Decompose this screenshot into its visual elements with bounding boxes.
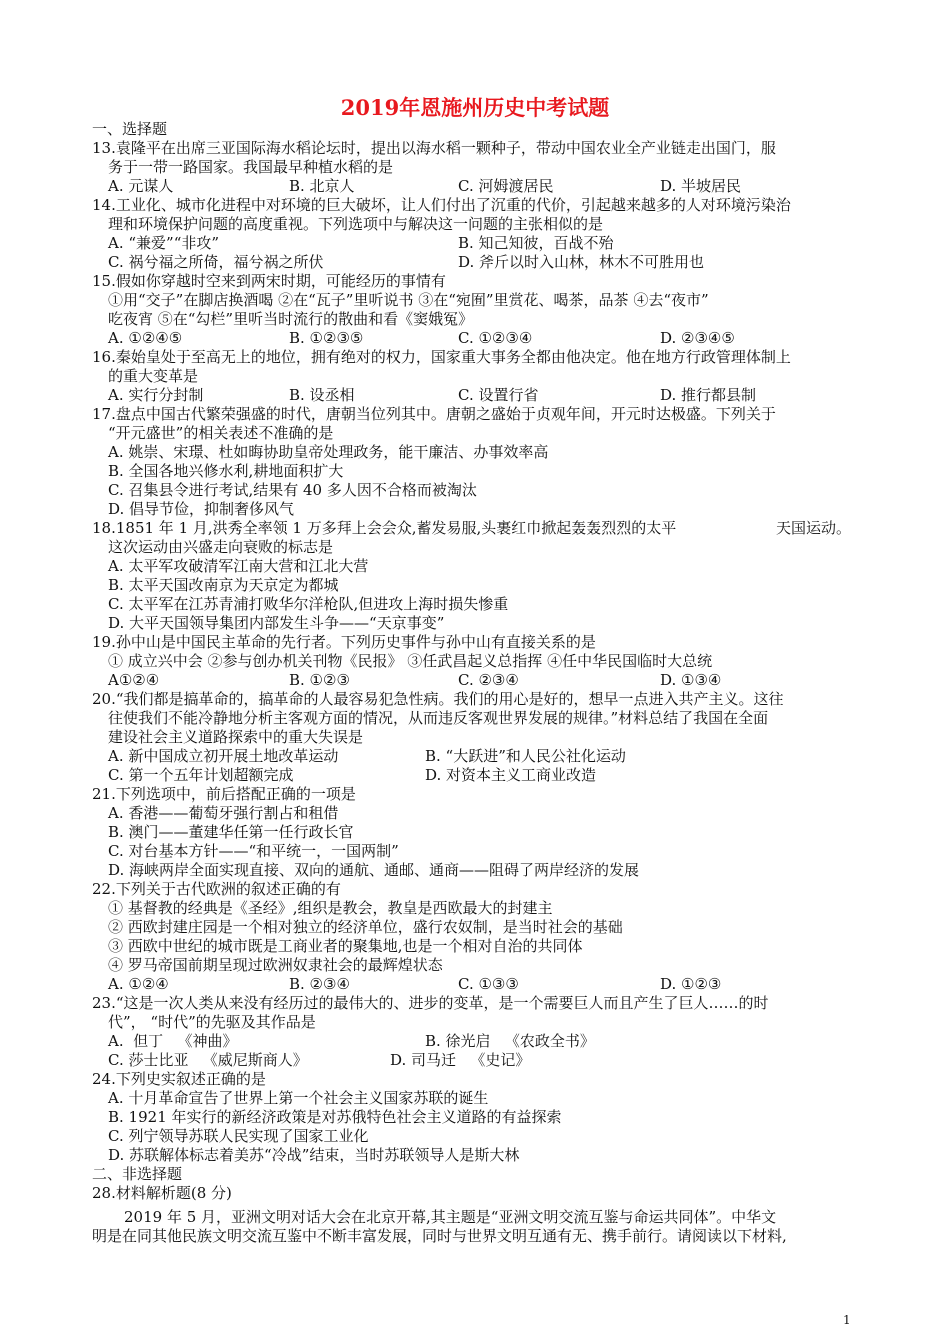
question-23-option-d: D. 司马迁 《史记》: [390, 1051, 531, 1069]
question-13-line-2: 务于一带一路国家。我国最早种植水稻的是: [108, 158, 394, 176]
question-23-option-a: A. 但丁 《神曲》: [108, 1032, 238, 1050]
question-17-line-2: “开元盛世”的相关表述不准确的是: [108, 424, 334, 442]
question-19-line-1: 19.孙中山是中国民主革命的先行者。下列历史事件与孙中山有直接关系的是: [92, 633, 596, 651]
question-21-option-a: A. 香港——葡萄牙强行割占和租借: [108, 804, 339, 822]
question-23-line-1: 23.“这是一次人类从来没有经历过的最伟大的、进步的变革，是一个需要巨人而且产生了巨人……的时: [92, 994, 769, 1012]
question-24-option-b: B. 1921 年实行的新经济政策是对苏俄特色社会主义道路的有益探索: [108, 1108, 562, 1126]
question-22-option-b: B. ②③④: [289, 975, 350, 993]
question-18-line-1: 18.1851 年 1 月,洪秀全率领 1 万多拜上会会众,蓄发易服,头裹红巾掀起轰轰烈烈的太平: [92, 519, 677, 537]
question-19-line-2: ① 成立兴中会 ②参与创办机关刊物《民报》 ③任武昌起义总指挥 ④任中华民国临时大总统: [108, 652, 713, 670]
question-17-option-c: C. 召集县令进行考试,结果有 40 多人因不合格而被淘汰: [108, 481, 477, 499]
question-22-option-d: D. ①②③: [660, 975, 722, 993]
question-22-item-2: ② 西欧封建庄园是一个相对独立的经济单位，盛行农奴制，是当时社会的基础: [108, 918, 623, 936]
question-18-option-d: D. 大平天国领导集团内部发生斗争——“天京事变”: [108, 614, 445, 632]
question-24-option-a: A. 十月革命宣告了世界上第一个社会主义国家苏联的诞生: [108, 1089, 489, 1107]
question-13-option-d: D. 半坡居民: [660, 177, 742, 195]
question-14-option-c: C. 祸兮福之所倚，福兮祸之所伏: [108, 253, 324, 271]
question-23-line-2: 代”， “时代”的先驱及其作品是: [108, 1013, 316, 1031]
question-16-option-a: A. 实行分封制: [108, 386, 204, 404]
question-19-option-d: D. ①③④: [660, 671, 722, 689]
question-16-line-2: 的重大变革是: [108, 367, 199, 385]
question-22-item-1: ① 基督教的经典是《圣经》,组织是教会，教皇是西欧最大的封建主: [108, 899, 553, 917]
question-18-option-a: A. 太平军攻破清军江南大营和江北大营: [108, 557, 369, 575]
question-22-item-4: ④ 罗马帝国前期呈现过欧洲奴隶社会的最辉煌状态: [108, 956, 443, 974]
question-15-option-b: B. ①②③⑤: [289, 329, 364, 347]
question-15-option-a: A. ①②④⑤: [108, 329, 183, 347]
question-19-option-a: A①②④: [108, 671, 160, 689]
question-24-line-1: 24.下列史实叙述正确的是: [92, 1070, 266, 1088]
question-13-option-a: A. 元谋人: [108, 177, 174, 195]
question-15-line-3: 吃夜宵 ⑤在“勾栏”里听当时流行的散曲和看《窦娥冤》: [108, 310, 474, 328]
question-17-line-1: 17.盘点中国古代繁荣强盛的时代，唐朝当位列其中。唐朝之盛始于贞观年间，开元时达极盛。下列关于: [92, 405, 776, 423]
question-13-option-b: B. 北京人: [289, 177, 355, 195]
question-22-option-a: A. ①②④: [108, 975, 169, 993]
page-title: 2019年恩施州历史中考试题: [340, 95, 610, 120]
question-19-option-b: B. ①②③: [289, 671, 350, 689]
question-20-option-a: A. 新中国成立初开展土地改革运动: [108, 747, 339, 765]
question-20-line-3: 建设社会主义道路探索中的重大失误是: [108, 728, 364, 746]
question-18-line-1-end: 天国运动。: [776, 519, 852, 537]
question-16-line-1: 16.秦始皇处于至高无上的地位，拥有绝对的权力，国家重大事务全都由他决定。他在地方行政管理体制上: [92, 348, 791, 366]
page-number: 1: [843, 1313, 851, 1327]
question-22-line-1: 22.下列关于古代欧洲的叙述正确的有: [92, 880, 341, 898]
question-23-option-c: C. 莎士比亚 《威尼斯商人》: [108, 1051, 308, 1069]
question-28-line-2: 2019 年 5 月，亚洲文明对话大会在北京开幕,其主题是“亚洲文明交流互鉴与命运共同体”。中华文: [124, 1208, 777, 1226]
question-20-option-c: C. 第一个五年计划超额完成: [108, 766, 294, 784]
question-18-line-2: 这次运动由兴盛走向衰败的标志是: [108, 538, 334, 556]
question-15-line-1: 15.假如你穿越时空来到两宋时期，可能经历的事情有: [92, 272, 446, 290]
question-20-line-2: 往使我们不能冷静地分析主客观方面的情况，从而违反客观世界发展的规律。”材料总结了我国在全面: [108, 709, 769, 727]
question-15-option-d: D. ②③④⑤: [660, 329, 735, 347]
question-14-option-b: B. 知己知彼，百战不殆: [458, 234, 614, 252]
question-22-item-3: ③ 西欧中世纪的城市既是工商业者的聚集地,也是一个相对自治的共同体: [108, 937, 583, 955]
question-28-heading: 28.材料解析题(8 分): [92, 1184, 232, 1202]
question-20-option-d: D. 对资本主义工商业改造: [425, 766, 597, 784]
question-14-line-2: 理和环境保护问题的高度重视。下列选项中与解决这一问题的主张相似的是: [108, 215, 604, 233]
question-16-option-c: C. 设置行省: [458, 386, 539, 404]
question-24-option-d: D. 苏联解体标志着美苏“冷战”结束，当时苏联领导人是斯大林: [108, 1146, 520, 1164]
question-15-option-c: C. ①②③④: [458, 329, 533, 347]
question-14-line-1: 14.工业化、城市化进程中对环境的巨大破坏，让人们付出了沉重的代价，引起越来越多的人对环境污染治: [92, 196, 791, 214]
question-18-option-b: B. 太平天国改南京为天京定为都城: [108, 576, 339, 594]
question-23-option-b: B. 徐光启 《农政全书》: [425, 1032, 595, 1050]
question-15-line-2: ①用“交子”在脚店换酒喝 ②在“瓦子”里听说书 ③在“宛囿”里赏花、喝茶，品茶 ④去“夜市”: [108, 291, 709, 309]
question-16-option-d: D. 推行都县制: [660, 386, 757, 404]
question-21-option-d: D. 海峡两岸全面实现直接、双向的通航、通邮、通商——阻碍了两岸经济的发展: [108, 861, 640, 879]
question-18-option-c: C. 太平军在江苏青浦打败华尔洋枪队,但进攻上海时损失惨重: [108, 595, 509, 613]
question-13-option-c: C. 河姆渡居民: [458, 177, 554, 195]
question-17-option-d: D. 倡导节俭，抑制奢侈风气: [108, 500, 295, 518]
question-24-option-c: C. 列宁领导苏联人民实现了国家工业化: [108, 1127, 369, 1145]
question-21-option-b: B. 澳门——董建华任第一任行政长官: [108, 823, 354, 841]
question-16-option-b: B. 设丞相: [289, 386, 355, 404]
question-13-line-1: 13.袁隆平在出席三亚国际海水稻论坛时，提出以海水稻一颗种子，带动中国农业全产业链走出国门，服: [92, 139, 776, 157]
section-heading-choice: 一、选择题: [92, 120, 168, 138]
question-21-option-c: C. 对台基本方针——“和平统一，一国两制”: [108, 842, 399, 860]
question-28-line-3: 明是在同其他民族文明交流互鉴中不断丰富发展，同时与世界文明互通有无、携手前行。请阅读以下材料,: [92, 1227, 787, 1245]
section-heading-nonchoice: 二、非选择题: [92, 1165, 183, 1183]
question-22-option-c: C. ①③③: [458, 975, 519, 993]
question-17-option-b: B. 全国各地兴修水利,耕地面积扩大: [108, 462, 344, 480]
question-20-option-b: B. “大跃进”和人民公社化运动: [425, 747, 626, 765]
question-20-line-1: 20.“我们都是搞革命的，搞革命的人最容易犯急性病。我们的用心是好的，想早一点进入共产主义。这往: [92, 690, 784, 708]
question-19-option-c: C. ②③④: [458, 671, 519, 689]
question-14-option-d: D. 斧斤以时入山林，林木不可胜用也: [458, 253, 705, 271]
question-17-option-a: A. 姚崇、宋璟、杜如晦协助皇帝处理政务，能干廉洁、办事效率高: [108, 443, 549, 461]
question-21-line-1: 21.下列选项中，前后搭配正确的一项是: [92, 785, 356, 803]
question-14-option-a: A. “兼爱”“非攻”: [108, 234, 220, 252]
